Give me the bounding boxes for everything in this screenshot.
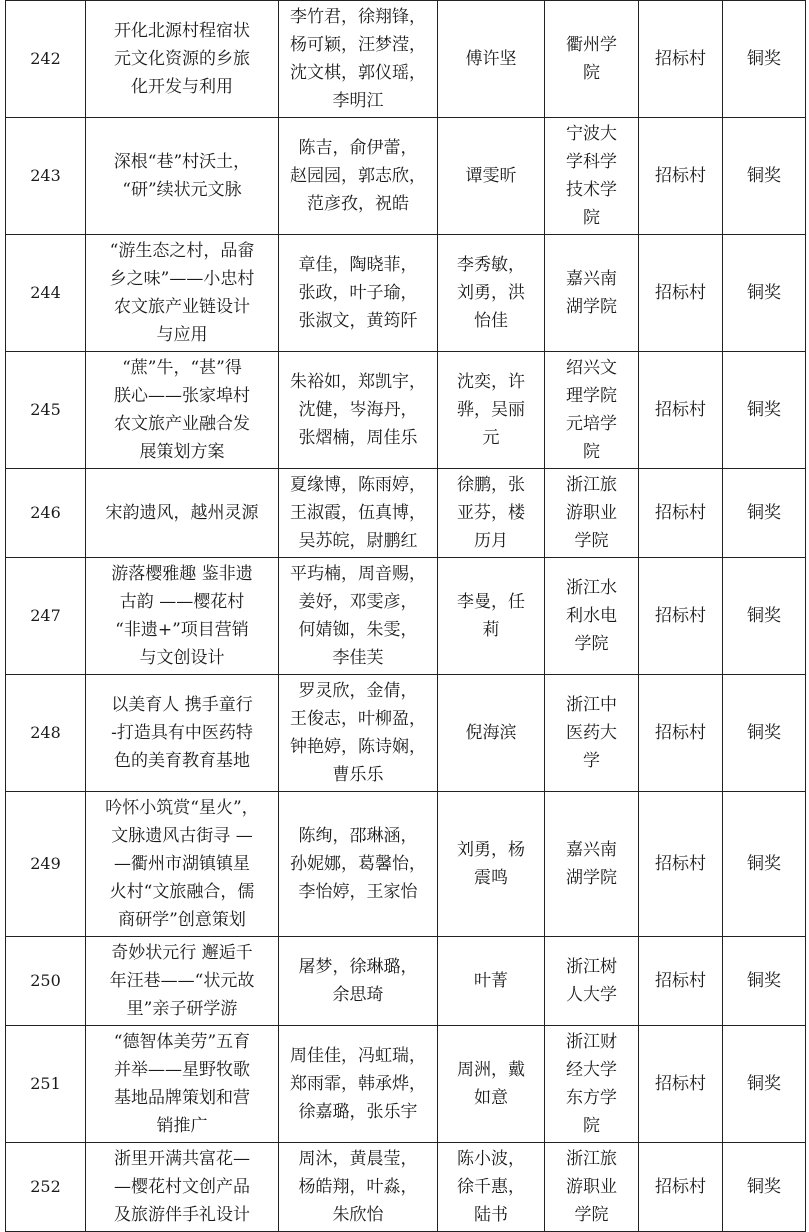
school-cell-line: 利水电 <box>566 606 617 626</box>
school-cell-line: 宁波大 <box>566 124 617 144</box>
team-members-cell-line: 郑雨霏，韩承烨， <box>290 1074 426 1094</box>
project-name-cell <box>86 235 279 352</box>
team-members-cell-line: 杨可颖，汪梦滢， <box>290 35 426 55</box>
table-row <box>6 792 806 937</box>
table-row <box>6 675 806 792</box>
award-cell: 铜奖 <box>723 1143 806 1232</box>
school-cell-line: 浙江树 <box>566 957 617 977</box>
team-members-cell <box>279 558 438 675</box>
team-members-cell-line: 陈绚，邵琳涵， <box>298 826 418 846</box>
advisor-cell-line: 徐千惠， <box>457 1177 525 1197</box>
advisor-cell-line: 历月 <box>474 531 508 551</box>
team-members-cell-line: 沈健，岑海丹， <box>298 400 418 420</box>
team-members-cell <box>279 792 438 937</box>
category-cell: 招标村 <box>639 558 723 675</box>
advisor-cell-line: 谭雯昕 <box>465 166 517 186</box>
project-name-cell-line: “非遗+”项目营销 <box>115 620 249 640</box>
school-cell-line: 浙江旅 <box>566 475 617 495</box>
team-members-cell <box>279 1 438 118</box>
advisor-cell-line: 李曼，任 <box>457 592 525 612</box>
school-cell <box>545 792 639 937</box>
team-members-cell-line: 李佳芙 <box>332 648 384 668</box>
school-cell-line: 学院 <box>574 1205 609 1225</box>
category-cell: 招标村 <box>639 1026 723 1143</box>
team-members-cell-line: 朱欣怡 <box>332 1205 384 1225</box>
project-name-cell-line: 宋韵遗风，越州灵源 <box>105 503 259 523</box>
category-cell: 招标村 <box>639 235 723 352</box>
award-cell: 铜奖 <box>723 1 806 118</box>
category-cell: 招标村 <box>639 1 723 118</box>
award-cell: 铜奖 <box>723 235 806 352</box>
award-cell: 铜奖 <box>723 118 806 235</box>
awards-table <box>5 0 806 1232</box>
project-name-cell-line: 古韵 ——樱花村 <box>119 592 245 612</box>
project-name-cell-line: 火村“文旅融合，儒 <box>109 882 255 902</box>
team-members-cell-line: 钟艳婷，陈诗娴， <box>290 737 426 757</box>
school-cell-line: 游职业 <box>566 1177 617 1197</box>
team-members-cell-line: 余思琦 <box>332 985 384 1005</box>
team-members-cell-line: 王淑霞，伍真博， <box>290 503 426 523</box>
team-members-cell-line: 张熠楠，周佳乐 <box>298 428 418 448</box>
award-cell: 铜奖 <box>723 352 806 469</box>
project-name-cell-line: 农文旅产业融合发 <box>114 414 250 434</box>
row-number-cell: 245 <box>6 352 86 469</box>
school-cell-line: 湖学院 <box>566 297 617 317</box>
advisor-cell-line: 骅，吴丽 <box>457 400 525 420</box>
school-cell-line: 游职业 <box>566 503 617 523</box>
school-cell-line: 嘉兴南 <box>566 840 617 860</box>
category-cell: 招标村 <box>639 1143 723 1232</box>
advisor-cell <box>438 235 545 352</box>
table-row <box>6 937 806 1026</box>
row-number-cell: 242 <box>6 1 86 118</box>
project-name-cell-line: 化开发与利用 <box>131 77 233 97</box>
project-name-cell-line: 基地品牌策划和营 <box>114 1088 250 1108</box>
award-cell: 铜奖 <box>723 469 806 558</box>
team-members-cell <box>279 235 438 352</box>
table-row <box>6 118 806 235</box>
row-number-cell: 244 <box>6 235 86 352</box>
project-name-cell-line: “蔗”牛，“甚”得 <box>122 358 242 378</box>
project-name-cell <box>86 1026 279 1143</box>
team-members-cell-line: 吴苏皖，尉鹏红 <box>298 531 418 551</box>
advisor-cell <box>438 1026 545 1143</box>
category-cell: 招标村 <box>639 675 723 792</box>
project-name-cell-line: -打造具有中医药特 <box>111 723 253 743</box>
advisor-cell-line: 震鸣 <box>474 868 508 888</box>
team-members-cell <box>279 1143 438 1232</box>
team-members-cell-line: 陈吉，俞伊蕾， <box>298 138 418 158</box>
advisor-cell-line: 周洲，戴 <box>457 1060 525 1080</box>
row-number-cell: 251 <box>6 1026 86 1143</box>
project-name-cell-line: 并举——星野牧歌 <box>114 1060 250 1080</box>
team-members-cell-line: 杨皓翔，叶淼， <box>298 1177 418 1197</box>
school-cell <box>545 675 639 792</box>
school-cell-line: 人大学 <box>566 985 617 1005</box>
row-number-cell: 243 <box>6 118 86 235</box>
school-cell-line: 浙江中 <box>566 695 617 715</box>
school-cell-line: 浙江水 <box>566 578 617 598</box>
award-cell: 铜奖 <box>723 675 806 792</box>
award-cell: 铜奖 <box>723 792 806 937</box>
team-members-cell-line: 周佳佳，冯虹瑞， <box>290 1046 426 1066</box>
team-members-cell-line: 张淑文，黄筠阡 <box>298 311 418 331</box>
advisor-cell-line: 陆书 <box>474 1205 508 1225</box>
advisor-cell-line: 陈小波， <box>457 1149 525 1169</box>
team-members-cell-line: 何婧铷，朱雯， <box>298 620 418 640</box>
project-name-cell-line: 与应用 <box>156 325 208 345</box>
team-members-cell-line: 张政，叶子瑜， <box>298 283 418 303</box>
table-row <box>6 469 806 558</box>
category-cell: 招标村 <box>639 792 723 937</box>
advisor-cell-line: 沈奕，许 <box>457 372 525 392</box>
project-name-cell <box>86 1143 279 1232</box>
team-members-cell-line: 徐嘉璐，张乐宇 <box>298 1102 418 1122</box>
advisor-cell <box>438 792 545 937</box>
project-name-cell <box>86 792 279 937</box>
row-number-cell: 248 <box>6 675 86 792</box>
award-cell: 铜奖 <box>723 1026 806 1143</box>
project-name-cell <box>86 118 279 235</box>
award-cell: 铜奖 <box>723 558 806 675</box>
team-members-cell-line: 平玙楠，周音赐， <box>290 564 426 584</box>
advisor-cell <box>438 675 545 792</box>
project-name-cell-line: 开化北源村程宿状 <box>114 21 250 41</box>
row-number-cell: 250 <box>6 937 86 1026</box>
advisor-cell-line: 刘勇，洪 <box>457 283 525 303</box>
school-cell-line: 嘉兴南 <box>566 269 617 289</box>
project-name-cell-line: 乡之味”——小忠村 <box>109 269 255 289</box>
project-name-cell-line: 吟怀小筑赏“星火”， <box>105 798 259 818</box>
project-name-cell-line: 以美育人 携手童行 <box>111 695 253 715</box>
table-row <box>6 352 806 469</box>
advisor-cell-line: 元 <box>482 428 500 448</box>
award-cell: 铜奖 <box>723 937 806 1026</box>
project-name-cell <box>86 469 279 558</box>
project-name-cell-line: 奇妙状元行 邂逅千 <box>111 943 253 963</box>
team-members-cell-line: 李明江 <box>332 91 384 111</box>
team-members-cell-line: 范彦孜，祝皓 <box>307 194 409 214</box>
project-name-cell-line: 农文旅产业链设计 <box>114 297 250 317</box>
project-name-cell-line: —衢州市湖镇镇星 <box>114 854 250 874</box>
team-members-cell <box>279 1026 438 1143</box>
school-cell <box>545 1026 639 1143</box>
team-members-cell <box>279 352 438 469</box>
project-name-cell-line: 色的美育教育基地 <box>114 751 250 771</box>
row-number-cell: 246 <box>6 469 86 558</box>
school-cell-line: 技术学 <box>566 180 617 200</box>
category-cell: 招标村 <box>639 118 723 235</box>
advisor-cell <box>438 937 545 1026</box>
project-name-cell-line: 商研学”创意策划 <box>118 910 246 930</box>
school-cell-line: 医药大 <box>566 723 617 743</box>
team-members-cell-line: 罗灵欣，金倩， <box>298 681 418 701</box>
project-name-cell-line: 销推广 <box>156 1116 208 1136</box>
team-members-cell <box>279 469 438 558</box>
category-cell: 招标村 <box>639 937 723 1026</box>
advisor-cell-line: 徐鹏，张 <box>457 475 525 495</box>
school-cell-line: 理学院 <box>566 386 617 406</box>
advisor-cell-line: 傅许坚 <box>465 49 517 69</box>
school-cell-line: 院 <box>583 208 600 228</box>
school-cell-line: 绍兴文 <box>566 358 617 378</box>
school-cell-line: 学院 <box>574 634 609 654</box>
advisor-cell <box>438 469 545 558</box>
team-members-cell-line: 屠梦，徐琳璐， <box>298 957 418 977</box>
school-cell-line: 院 <box>583 63 600 83</box>
school-cell <box>545 558 639 675</box>
school-cell-line: 东方学 <box>566 1088 617 1108</box>
project-name-cell-line: 元文化资源的乡旅 <box>114 49 250 69</box>
school-cell-line: 湖学院 <box>566 868 617 888</box>
school-cell-line: 院 <box>583 442 600 462</box>
advisor-cell <box>438 1143 545 1232</box>
school-cell <box>545 118 639 235</box>
project-name-cell <box>86 937 279 1026</box>
table-row <box>6 558 806 675</box>
team-members-cell-line: 姜妤，邓雯彦， <box>298 592 418 612</box>
team-members-cell-line: 王俊志，叶柳盈， <box>290 709 426 729</box>
school-cell-line: 元培学 <box>566 414 617 434</box>
advisor-cell-line: 刘勇，杨 <box>457 840 525 860</box>
project-name-cell-line: 文脉遗风古街寻 — <box>111 826 253 846</box>
project-name-cell-line: 里”亲子研学游 <box>126 999 238 1019</box>
school-cell-line: 经大学 <box>566 1060 617 1080</box>
team-members-cell <box>279 675 438 792</box>
school-cell-line: 学科学 <box>566 152 617 172</box>
project-name-cell-line: 朕心——张家埠村 <box>114 386 250 406</box>
project-name-cell-line: 及旅游伴手礼设计 <box>114 1205 250 1225</box>
team-members-cell-line: 章佳，陶晓菲， <box>298 255 418 275</box>
project-name-cell-line: 深根“巷”村沃土， <box>113 152 251 172</box>
advisor-cell-line: 莉 <box>482 620 500 640</box>
school-cell <box>545 235 639 352</box>
school-cell-line: 浙江旅 <box>566 1149 617 1169</box>
advisor-cell <box>438 118 545 235</box>
school-cell-line: 学院 <box>574 531 609 551</box>
school-cell <box>545 469 639 558</box>
project-name-cell-line: “游生态之村，品畲 <box>109 241 255 261</box>
table-row <box>6 1 806 118</box>
team-members-cell <box>279 118 438 235</box>
row-number-cell: 252 <box>6 1143 86 1232</box>
team-members-cell-line: 沈文棋，郭仪瑶， <box>290 63 426 83</box>
school-cell-line: 院 <box>583 1116 600 1136</box>
project-name-cell <box>86 675 279 792</box>
advisor-cell-line: 倪海滨 <box>465 723 517 743</box>
advisor-cell-line: 如意 <box>474 1088 508 1108</box>
project-name-cell-line: 浙里开满共富花— <box>114 1149 250 1169</box>
project-name-cell-line: “研”续状元文脉 <box>122 180 242 200</box>
project-name-cell-line: 展策划方案 <box>139 442 225 462</box>
project-name-cell <box>86 352 279 469</box>
school-cell-line: 衢州学 <box>566 35 617 55</box>
advisor-cell <box>438 352 545 469</box>
team-members-cell-line: 李竹君，徐翔锋， <box>290 7 426 27</box>
team-members-cell <box>279 937 438 1026</box>
school-cell <box>545 1 639 118</box>
school-cell <box>545 1143 639 1232</box>
category-cell: 招标村 <box>639 352 723 469</box>
table-row <box>6 1143 806 1232</box>
advisor-cell <box>438 1 545 118</box>
advisor-cell-line: 怡佳 <box>474 311 508 331</box>
team-members-cell-line: 曹乐乐 <box>332 765 384 785</box>
team-members-cell-line: 朱裕如，郑凯宇， <box>290 372 426 392</box>
table-body <box>6 1 806 1232</box>
advisor-cell-line: 叶菁 <box>474 971 508 991</box>
row-number-cell: 249 <box>6 792 86 937</box>
team-members-cell-line: 李怡婷，王家怡 <box>298 882 418 902</box>
table-row <box>6 235 806 352</box>
team-members-cell-line: 周沐，黄晨莹， <box>298 1149 418 1169</box>
project-name-cell-line: —樱花村文创产品 <box>114 1177 250 1197</box>
project-name-cell <box>86 558 279 675</box>
category-cell: 招标村 <box>639 469 723 558</box>
school-cell-line: 浙江财 <box>566 1032 617 1052</box>
project-name-cell-line: 游落樱雅趣 鉴非遗 <box>111 564 253 584</box>
advisor-cell-line: 李秀敏， <box>457 255 525 275</box>
advisor-cell <box>438 558 545 675</box>
team-members-cell-line: 夏缘博，陈雨婷， <box>290 475 426 495</box>
school-cell-line: 学 <box>583 751 600 771</box>
table-row <box>6 1026 806 1143</box>
school-cell <box>545 937 639 1026</box>
team-members-cell-line: 赵园园，郭志欣， <box>290 166 426 186</box>
project-name-cell <box>86 1 279 118</box>
row-number-cell: 247 <box>6 558 86 675</box>
team-members-cell-line: 孙妮娜，葛馨怡， <box>290 854 426 874</box>
school-cell <box>545 352 639 469</box>
project-name-cell-line: 年汪巷——“状元故 <box>109 971 255 991</box>
project-name-cell-line: “德智体美劳”五育 <box>113 1032 251 1052</box>
advisor-cell-line: 亚芬，楼 <box>457 503 525 523</box>
project-name-cell-line: 与文创设计 <box>139 648 225 668</box>
